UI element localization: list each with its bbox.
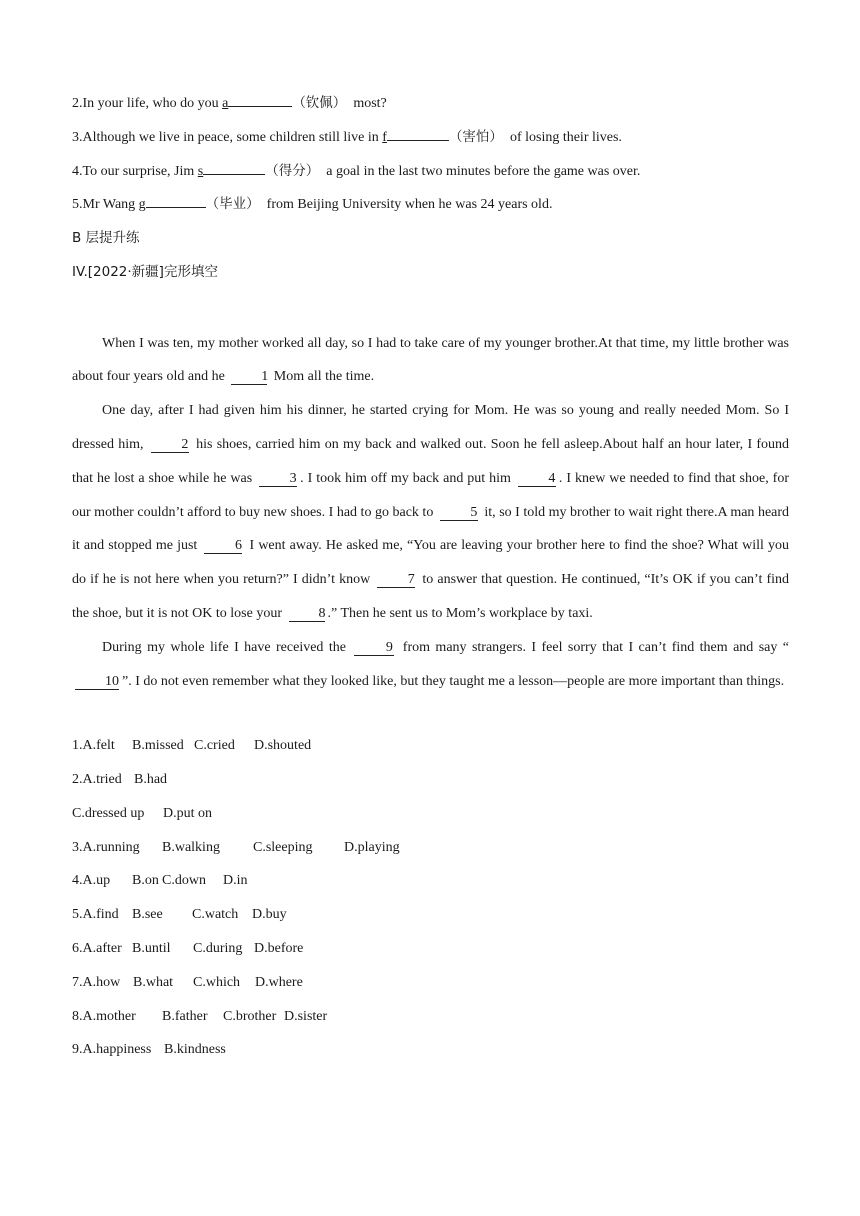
cloze-blank-10[interactable]: 10	[75, 674, 119, 690]
passage-text: to answer that question. He continued, “It’s OK if you can’t find the shoe, but it is not OK to lose your	[72, 572, 789, 621]
passage-text: During my whole life I have received the	[102, 639, 346, 655]
passage-text: from many strangers. I feel sorry that I can’t find them and say “	[402, 639, 790, 655]
options-row-2b	[72, 800, 789, 834]
option[interactable]: B.father	[162, 1008, 208, 1024]
passage-paragraph-3	[72, 631, 789, 699]
options-row-9	[72, 1036, 789, 1070]
passage-text: When I was ten, my mother worked all day, so I had to take care of my younger brother.At that time, my little brother was about four years old and he	[72, 335, 789, 385]
option[interactable]: D.before	[254, 940, 304, 956]
option[interactable]: D.where	[255, 974, 303, 990]
options-row-6	[72, 935, 789, 969]
exercise-3	[72, 124, 789, 158]
option[interactable]: B.kindness	[164, 1042, 226, 1058]
options-row-1	[72, 732, 789, 766]
passage-text: his shoes, carried him on my back and walked out. Soon he fell asleep.About half an hour later, I found that he lost a shoe while he was	[72, 436, 790, 486]
option[interactable]: C.during	[193, 940, 243, 956]
option[interactable]: 3.A.running	[72, 839, 140, 855]
cloze-blank-3[interactable]: 3	[259, 471, 297, 487]
cloze-blank-6[interactable]: 6	[204, 538, 242, 554]
section-heading-iv: IV.[2022·新疆]完形填空	[72, 263, 218, 280]
option[interactable]: B.until	[132, 940, 171, 956]
option[interactable]: 6.A.after	[72, 940, 122, 956]
option[interactable]: D.buy	[252, 907, 287, 923]
exercise-2	[72, 90, 789, 124]
chinese-hint: （毕业）	[205, 196, 260, 213]
option[interactable]: B.missed	[132, 738, 184, 754]
exercise-4	[72, 158, 789, 192]
option[interactable]: D.sister	[284, 1008, 328, 1024]
passage-text: Mom all the time.	[273, 369, 375, 385]
exercise-text: from Beijing University when he was 24 years old.	[266, 197, 553, 213]
exercise-text: 2.In your life, who do you	[72, 96, 223, 111]
option[interactable]: 9.A.happiness	[72, 1042, 152, 1058]
options-row-8	[72, 1003, 789, 1037]
answer-blank[interactable]	[228, 90, 292, 107]
cloze-blank-5[interactable]: 5	[440, 505, 478, 521]
cloze-blank-8[interactable]: 8	[289, 606, 325, 622]
exercise-text: 4.To our surprise, Jim	[72, 163, 198, 179]
option[interactable]: D.shouted	[254, 738, 312, 754]
option[interactable]: C.down	[162, 873, 206, 889]
option[interactable]: 7.A.how	[72, 974, 121, 990]
exercise-text: a goal in the last two minutes before the game was over.	[326, 163, 641, 179]
cloze-blank-4[interactable]: 4	[518, 471, 556, 487]
cloze-blank-2[interactable]: 2	[151, 437, 189, 453]
option[interactable]: C.dressed up	[72, 805, 145, 821]
hint-letter: s	[197, 163, 204, 179]
exercise-5	[72, 191, 789, 225]
passage-text: .” Then he sent us to Mom’s workplace by taxi.	[327, 605, 593, 621]
option[interactable]: C.watch	[192, 907, 239, 923]
option[interactable]: C.sleeping	[253, 839, 313, 855]
answer-blank[interactable]	[146, 191, 206, 208]
option[interactable]: 8.A.mother	[72, 1008, 136, 1024]
hint-letter: g	[138, 197, 146, 213]
cloze-blank-7[interactable]: 7	[377, 572, 415, 588]
answer-blank[interactable]	[203, 158, 265, 175]
answer-blank[interactable]	[387, 124, 449, 141]
chinese-hint: （害怕）	[448, 128, 503, 145]
option[interactable]: C.brother	[223, 1008, 277, 1024]
option[interactable]: 1.A.felt	[72, 738, 115, 754]
cloze-blank-9[interactable]: 9	[354, 640, 394, 656]
option[interactable]: 5.A.find	[72, 907, 119, 923]
passage-text: I went away. He asked me, “You are leaving your brother here to find the shoe? What will you do if he is not here when you return?” I didn’t know	[72, 538, 789, 588]
exercise-text: 5.Mr Wang	[72, 197, 139, 213]
answer-options	[72, 732, 789, 1070]
passage-text: . I knew we needed to find that shoe, for our mother couldn’t afford to buy new shoes. I had to go back to	[72, 470, 789, 520]
option[interactable]: B.see	[132, 907, 163, 923]
options-row-2	[72, 766, 789, 800]
option[interactable]: B.walking	[162, 839, 220, 855]
hint-letter: f	[382, 129, 387, 145]
option[interactable]: D.in	[223, 873, 248, 889]
exercise-text: 3.Although we live in peace, some children still live in	[72, 129, 383, 145]
options-row-4	[72, 867, 789, 901]
chinese-hint: （得分）	[265, 162, 320, 179]
option[interactable]: D.playing	[344, 839, 400, 855]
hint-letter: a	[222, 96, 229, 111]
option[interactable]: B.had	[134, 771, 168, 787]
option[interactable]: 2.A.tried	[72, 771, 122, 787]
chinese-hint: （钦佩）	[292, 95, 347, 111]
passage-text: ”. I do not even remember what they looked like, but they taught me a lesson—people are more important than things.	[122, 673, 785, 689]
passage-paragraph-2	[72, 394, 789, 631]
passage-paragraph-1	[72, 327, 789, 395]
cloze-blank-1[interactable]: 1	[231, 369, 267, 385]
passage-text: . I took him off my back and put him	[300, 470, 511, 486]
option[interactable]: C.cried	[194, 738, 235, 754]
exercise-text: of losing their lives.	[509, 129, 622, 145]
worksheet-page	[72, 90, 789, 1070]
cloze-passage	[72, 327, 789, 699]
exercise-text: most?	[353, 96, 387, 111]
options-row-5	[72, 901, 789, 935]
option[interactable]: B.what	[133, 974, 174, 990]
options-row-3	[72, 834, 789, 868]
option[interactable]: D.put on	[163, 805, 212, 821]
passage-text: it, so I told my brother to wait right there.A man heard it and stopped me just	[72, 504, 790, 554]
options-row-7	[72, 969, 789, 1003]
option[interactable]: C.which	[193, 974, 241, 990]
section-heading-b: B 层提升练	[72, 230, 140, 247]
passage-text: One day, after I had given him his dinner, he started crying for Mom. He was so young and really needed Mom. So I dressed him,	[72, 403, 789, 452]
option[interactable]: 4.A.up	[72, 873, 111, 889]
option[interactable]: B.on	[132, 873, 159, 889]
